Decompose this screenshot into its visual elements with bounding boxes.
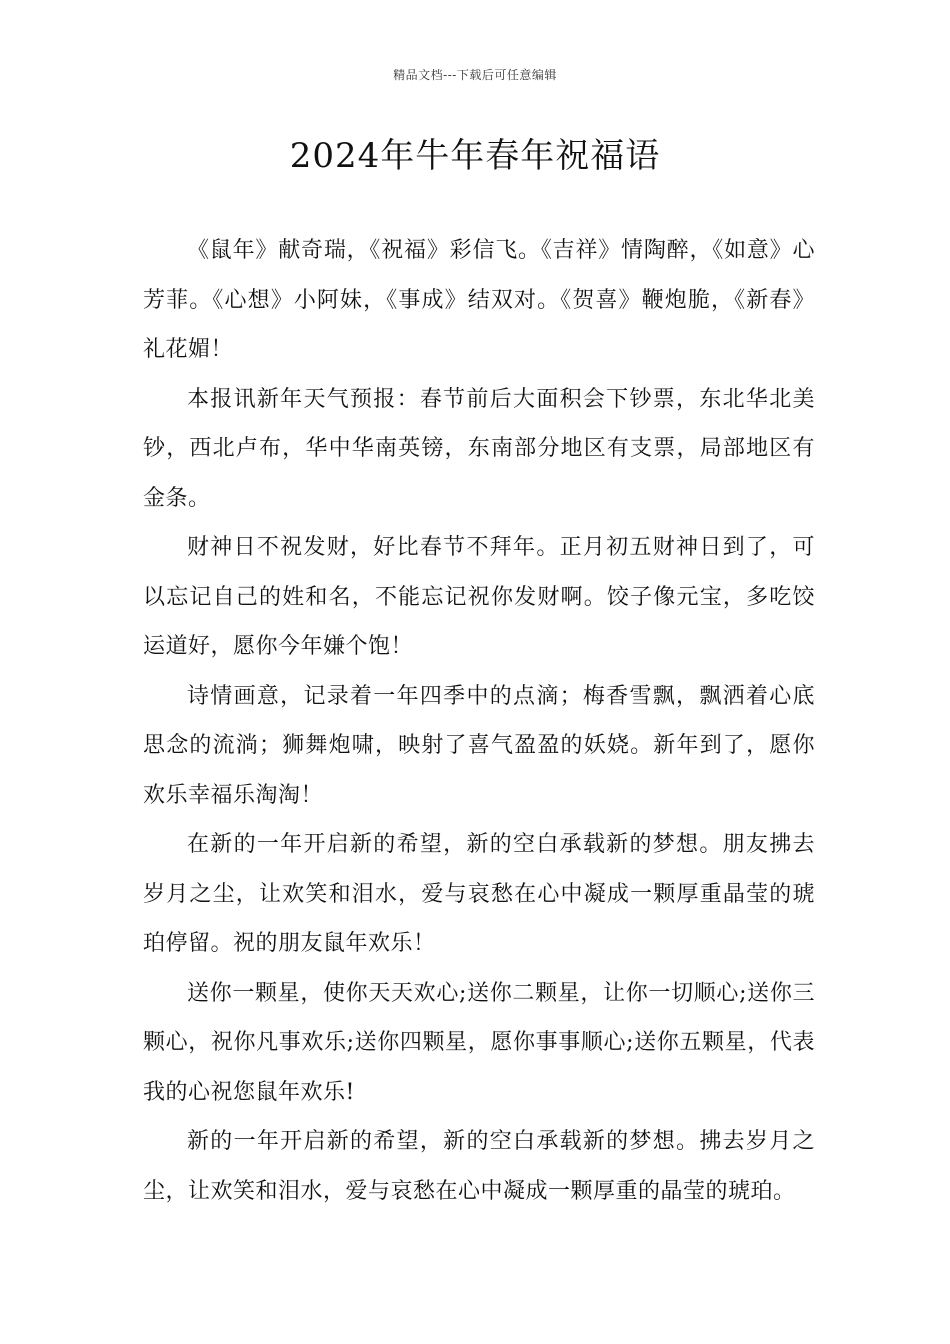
header-note: 精品文档---下载后可任意编辑 bbox=[393, 68, 557, 82]
paragraph-3: 财神日不祝发财，好比春节不拜年。正月初五财神日到了，可以忘记自己的姓和名，不能忘记祝你发财啊。饺子像元宝，多吃饺运道好，愿你今年嫌个饱！ bbox=[143, 535, 815, 659]
paragraph-1: 《鼠年》献奇瑞，《祝福》彩信飞。《吉祥》情陶醉，《如意》心芳菲。《心想》小阿妹，《事成》结双对。《贺喜》鞭炮脆，《新春》礼花媚！ bbox=[143, 238, 815, 362]
document-title: 2024年牛年春年祝福语 bbox=[289, 136, 661, 176]
paragraph-6: 送你一颗星，使你天天欢心;送你二颗星，让你一切顺心;送你三颗心，祝你凡事欢乐;送你四颗星，愿你事事顺心;送你五颗星，代表我的心祝您鼠年欢乐! bbox=[143, 980, 815, 1105]
document-body bbox=[143, 226, 815, 1216]
paragraph-5: 在新的一年开启新的希望，新的空白承载新的梦想。朋友拂去岁月之尘，让欢笑和泪水，爱与哀愁在心中凝成一颗厚重晶莹的琥珀停留。祝的朋友鼠年欢乐！ bbox=[143, 832, 815, 956]
paragraph-7: 新的一年开启新的希望，新的空白承载新的梦想。拂去岁月之尘，让欢笑和泪水，爱与哀愁在心中凝成一颗厚重的晶莹的琥珀。 bbox=[143, 1129, 815, 1204]
paragraph-2: 本报讯新年天气预报：春节前后大面积会下钞票，东北华北美钞，西北卢布，华中华南英镑，东南部分地区有支票，局部地区有金条。 bbox=[143, 386, 815, 511]
paragraph-4: 诗情画意，记录着一年四季中的点滴；梅香雪飘，飘洒着心底思念的流淌；狮舞炮啸，映射了喜气盈盈的妖娆。新年到了，愿你欢乐幸福乐淘淘！ bbox=[143, 683, 815, 808]
